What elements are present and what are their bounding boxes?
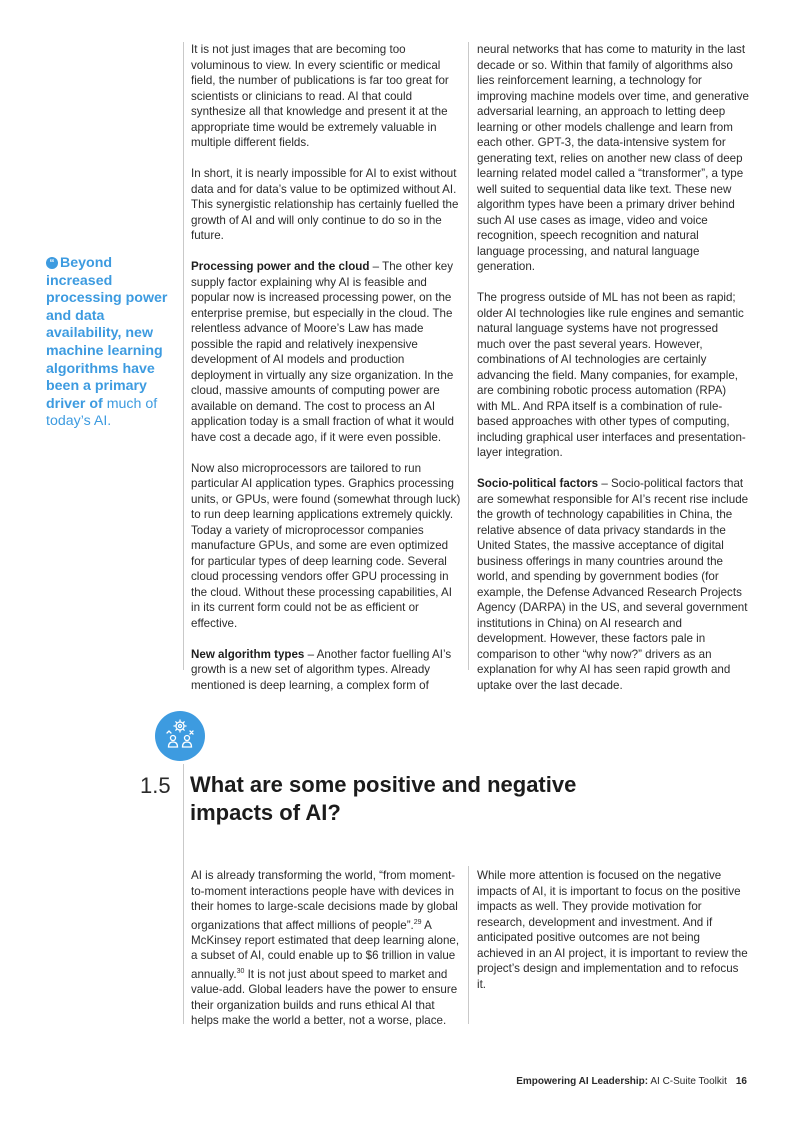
section-title: What are some positive and negative impacts of AI? [190,772,577,825]
footnote-ref: 29 [413,918,422,926]
pull-quote-end: much of today’s AI. [46,395,158,430]
page-footer [516,1076,747,1087]
paragraph: Processing power and the cloud – The other key supply factor explaining why AI is feasible and popular now is increased processing power, on the enterprise premise, but especially in the cloud. The relentless advance of Moore’s Law has made possible the rapid and relatively inexpensive development of AI models and production deployment in virtually any size organization. In the cloud, massive amounts of computing power are available on demand. The cost to process an AI application today is a small fraction of what it would have cost a decade ago, if it were even possible. [191,260,454,444]
section-rule [183,764,184,1024]
footer-title-bold: Empowering AI Leadership: [516,1076,649,1087]
paragraph: While more attention is focused on the negative impacts of AI, it is important to focus on the positive impacts as well. They provide motivation for research, development and investment. And if anticipated positive outcomes are not being achieved in an AI project, it is important to review the project’s design and implementation and to refocus it. [477,869,748,991]
footnote-ref: 30 [236,967,245,975]
body-column-4 [477,868,749,992]
subheading-socio-political: Socio-political factors [477,477,599,490]
paragraph: Socio-political factors – Socio-political factors that are somewhat responsible for AI’s recent rise include the growth of technology capabilities in China, the relative absence of data privacy standards in the United States, the massive acceptance of digital business offerings in many countries around the world, and spending by government bodies (for example, the Defense Advanced Research Projects Agency (DARPA) in the US, and several government institutions in China) on AI research and development. However, these factors pale in comparison to other “why now?” drivers as an explanation for why AI has seen rapid growth and uptake over the last decade. [477,477,749,692]
column-rule-left-top [183,42,184,670]
paragraph: New algorithm types – Another factor fuelling AI’s growth is a new set of algorithm types. Already mentioned is deep learning, a complex form of [191,647,452,692]
paragraph: The progress outside of ML has not been as rapid; older AI technologies like rule engines and semantic natural language systems have not progressed much over the past several years. However, combinations of AI technologies are certainly advancing the field. Many companies, for example, are combining robotic process automation (RPA) with ML. And RPA itself is a combination of rule-based approaches with other types of computing, including graphical user interfaces and presentation-layer integration. [477,291,746,459]
paragraph: Now also microprocessors are tailored to run particular AI application types. Graphics processing units, or GPUs, were found (somewhat through luck) to run deep learning applications extremely quickly. Today a variety of microprocessor companies manufacture GPUs, and some are even optimized for particular types of deep learning code. Several cloud processing vendors offer GPU processing in the cloud. Without these processing capabilities, AI in its current form could not be as efficient or effective. [191,461,461,630]
body-column-1 [191,42,461,693]
paragraph: In short, it is nearly impossible for AI to exist without data and for data’s value to be optimized without AI. This synergistic relationship has certainly fuelled the growth of AI and will only continue to do so in the future. [191,167,459,242]
people-gear-icon [155,711,205,761]
subheading-processing-power: Processing power and the cloud [191,260,370,273]
page-number: 16 [735,1076,747,1087]
subheading-new-algorithm-types: New algorithm types [191,647,305,661]
paragraph: It is not just images that are becoming too voluminous to view. In every scientific or medical field, the number of publications is far too great for scientists or clinicians to read. AI that could synthesize all that knowledge and present it at the appropriate time would be extremely valuable in multiple different fields. [191,43,449,149]
body-column-3 [191,868,461,1029]
quote-icon: “ [46,257,58,269]
column-rule-mid-top [468,42,469,670]
footer-title: AI C-Suite Toolkit [648,1076,727,1087]
body-column-2 [477,42,749,693]
column-rule-mid-bottom [468,866,469,1024]
pull-quote-text: Beyond increased processing power and data availability, new machine learning algorithms have been a primary driver of [46,255,168,412]
section-number: 1.5 [140,773,171,798]
paragraph: neural networks that has come to maturity in the last decade or so. Within that family of algorithms also lies reinforcement learning, a technology for improving machine models over time, and generative adversarial learning, an approach to letting deep learning or other models challenge and learn from each other. GPT-3, the data-intensive system for generating text, relies on another new class of deep learning related model called a “transformer”, a type well suited to sequential data like text. These new algorithm types have been a primary driver behind such AI use cases as image, video and voice recognition, speech recognition and natural language processing, and natural language generation. [477,43,749,273]
paragraph: AI is already transforming the world, “from moment-to-moment interactions people have with devices in their homes to large-scale decisions made by global organizations that affect millions of people”.$^{29}$ A McKinsey report estimated that deep learning alone, a subset of AI, could enable up to $6 trillion in value annually.$^{30}$ It is not just about speed to market and value-add. Global leaders have the power to ensure their organization builds and runs ethical AI that helps make the world a better, not a worse, place. [191,869,460,1028]
pull-quote [46,255,178,431]
